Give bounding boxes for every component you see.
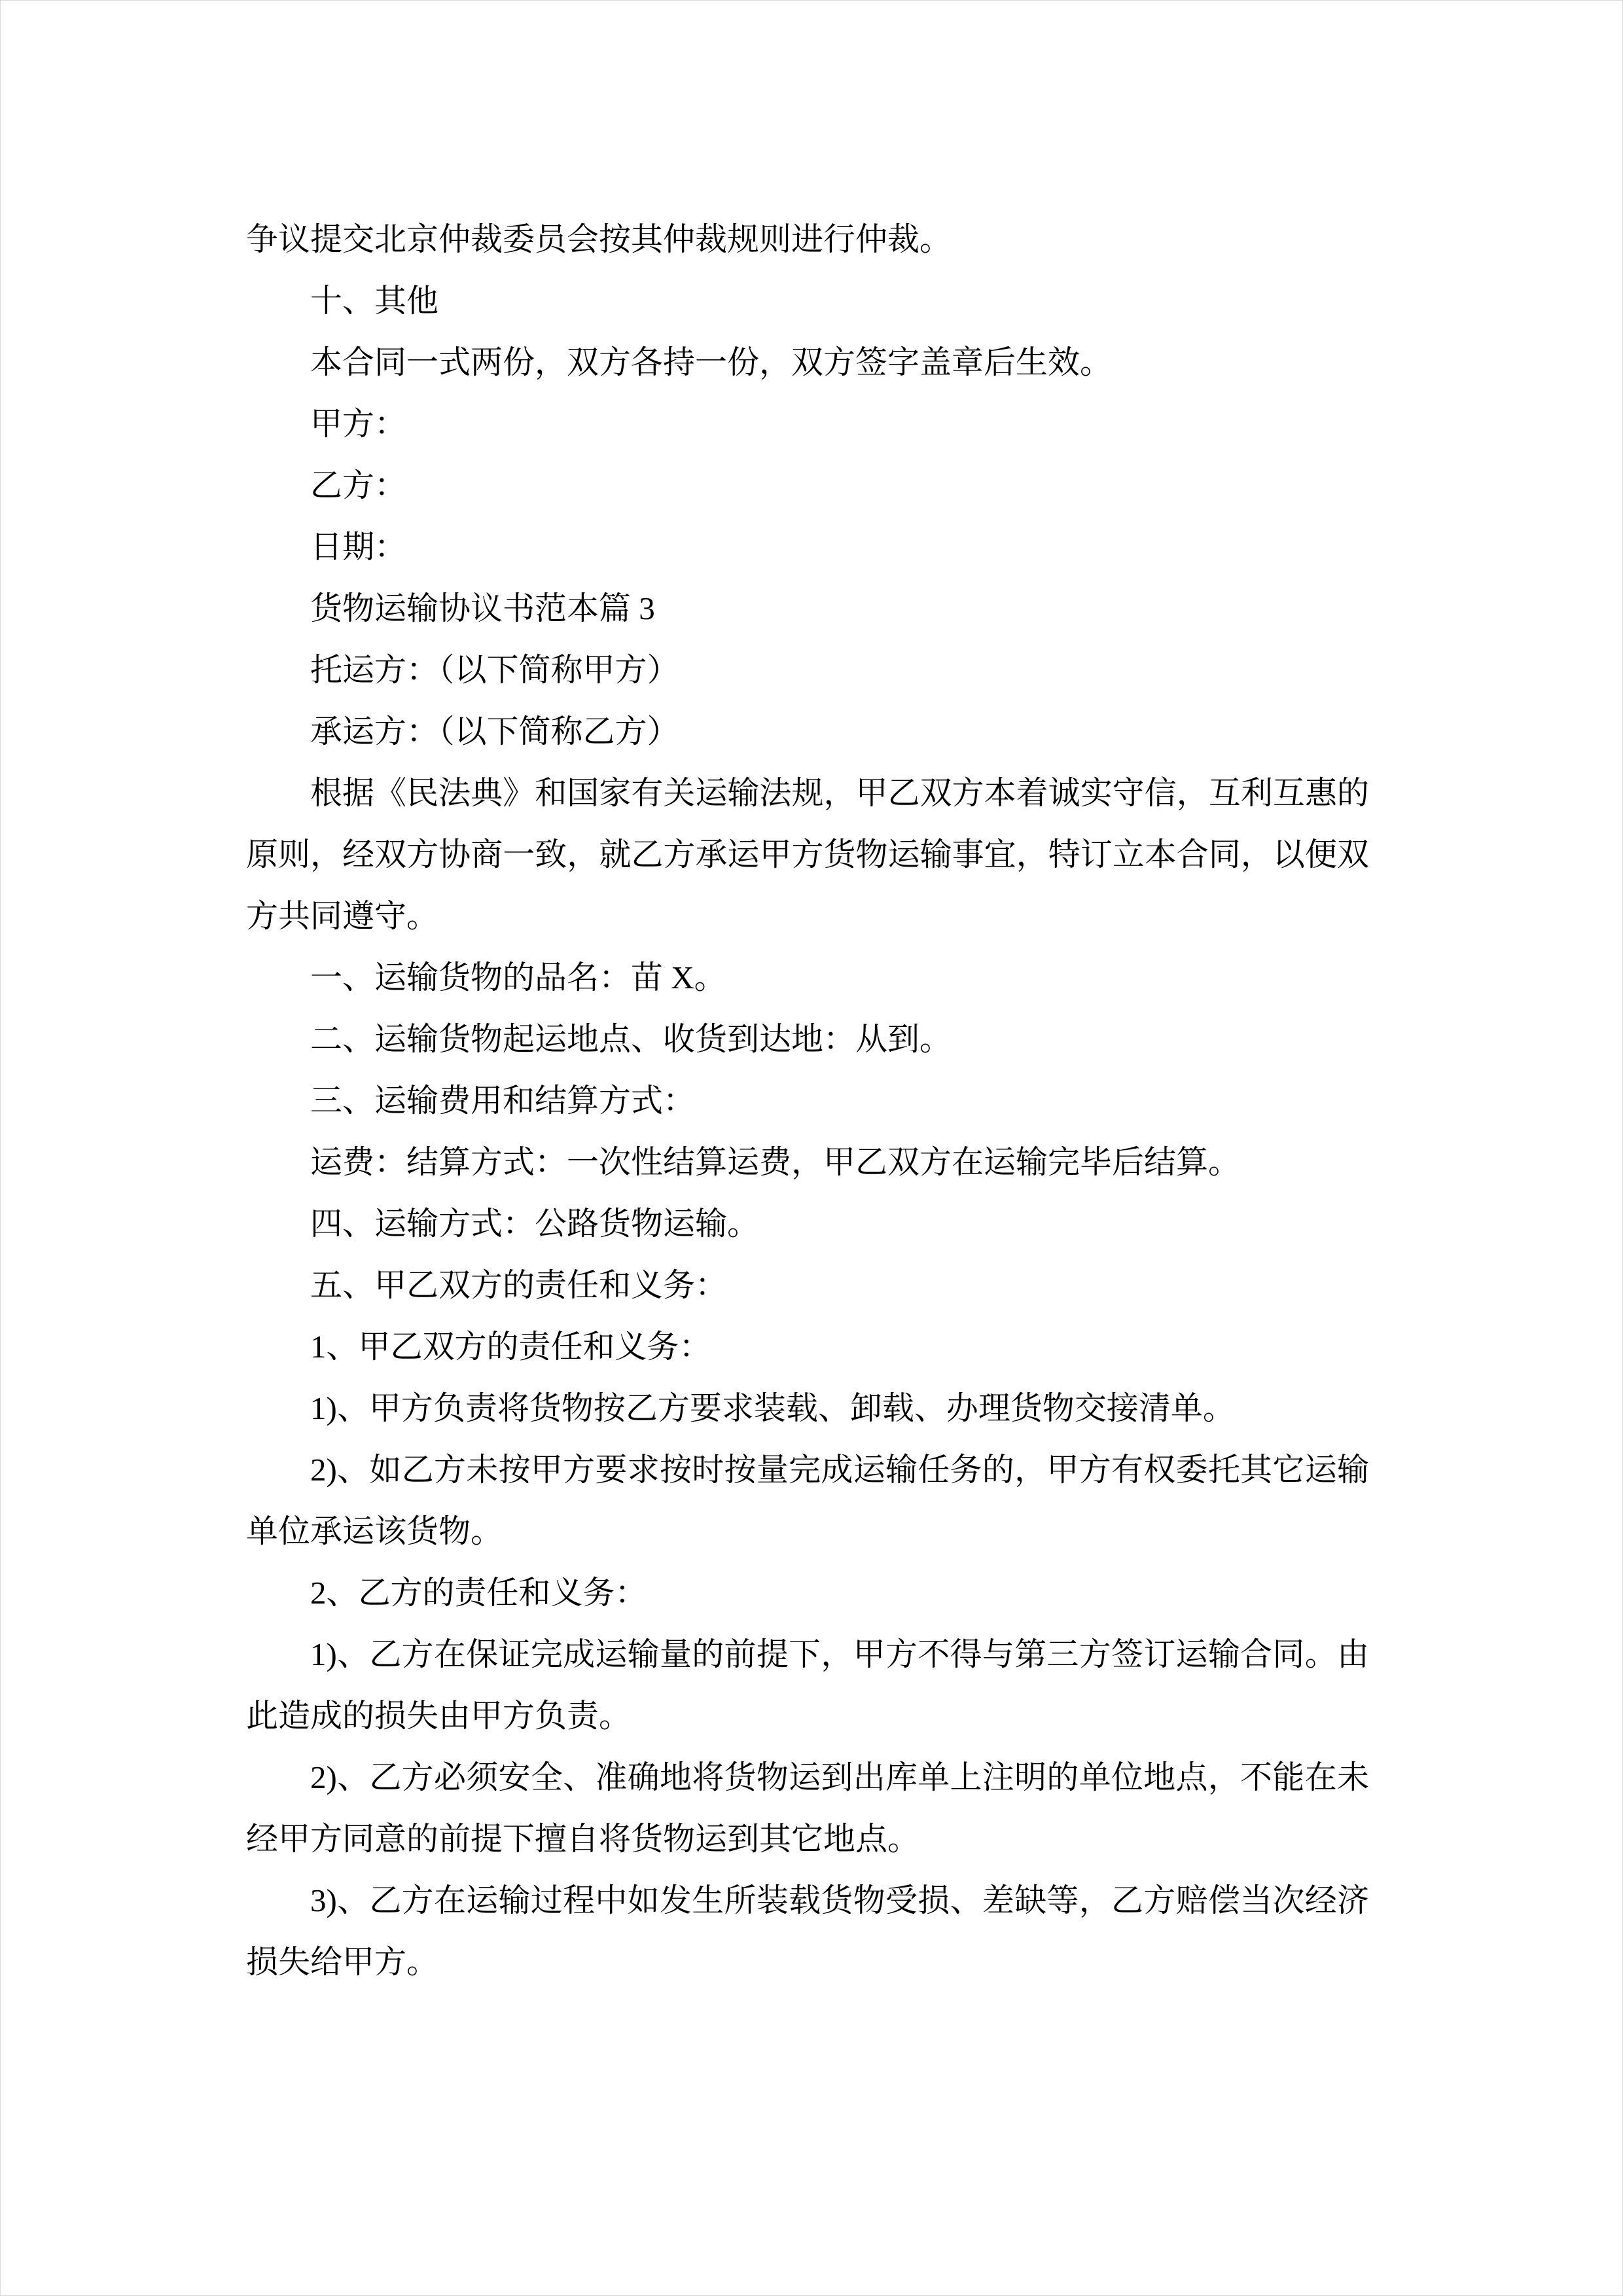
clause-5-2-3: 3)、乙方在运输过程中如发生所装载货物受损、差缺等，乙方赔偿当次经济损失给甲方。 <box>246 1882 1369 1980</box>
clause-5-2-2: 2)、乙方必须安全、准确地将货物运到出库单上注明的单位地点，不能在未经甲方同意的前提下擅自将货物运到其它地点。 <box>246 1759 1369 1857</box>
clause-5-1-2: 2)、如乙方未按甲方要求按时按量完成运输任务的，甲方有权委托其它运输单位承运该货物。 <box>246 1452 1369 1549</box>
clause-3-detail: 运费：结算方式：一次性结算运费，甲乙双方在运输完毕后结算。 <box>310 1144 1241 1180</box>
clause-5: 五、甲乙双方的责任和义务： <box>310 1267 728 1303</box>
party-a-line: 甲方： <box>310 406 407 442</box>
clause-1: 一、运输货物的品名：苗 X。 <box>310 960 726 996</box>
carrier-line: 承运方：（以下简称乙方） <box>310 713 679 749</box>
clause-3: 三、运输费用和结算方式： <box>310 1083 696 1119</box>
clause-5-1: 1、甲乙双方的责任和义务： <box>310 1329 711 1365</box>
section-heading-other: 十、其他 <box>310 283 439 319</box>
clause-2: 二、运输货物起运地点、收货到达地：从到。 <box>310 1021 952 1057</box>
paragraph-continuation: 争议提交北京仲裁委员会按其仲裁规则进行仲裁。 <box>246 221 952 257</box>
clause-5-2: 2、乙方的责任和义务： <box>310 1575 647 1611</box>
preamble-paragraph: 根据《民法典》和国家有关运输法规，甲乙双方本着诚实守信，互利互惠的原则，经双方协商一致，就乙方承运甲方货物运输事宜，特订立本合同，以便双方共同遵守。 <box>246 775 1369 934</box>
clause-5-2-1: 1)、乙方在保证完成运输量的前提下，甲方不得与第三方签订运输合同。由此造成的损失由甲方负责。 <box>246 1636 1369 1734</box>
date-line: 日期： <box>310 529 407 565</box>
shipper-line: 托运方：（以下简称甲方） <box>310 652 679 688</box>
party-b-line: 乙方： <box>310 467 407 503</box>
paragraph: 本合同一式两份，双方各持一份，双方签字盖章后生效。 <box>310 344 1113 380</box>
clause-5-1-1: 1)、甲方负责将货物按乙方要求装载、卸载、办理货物交接清单。 <box>310 1390 1235 1426</box>
template-title-line: 货物运输协议书范本篇 3 <box>310 590 655 626</box>
clause-4: 四、运输方式：公路货物运输。 <box>310 1206 760 1242</box>
document-body <box>246 209 1369 1993</box>
